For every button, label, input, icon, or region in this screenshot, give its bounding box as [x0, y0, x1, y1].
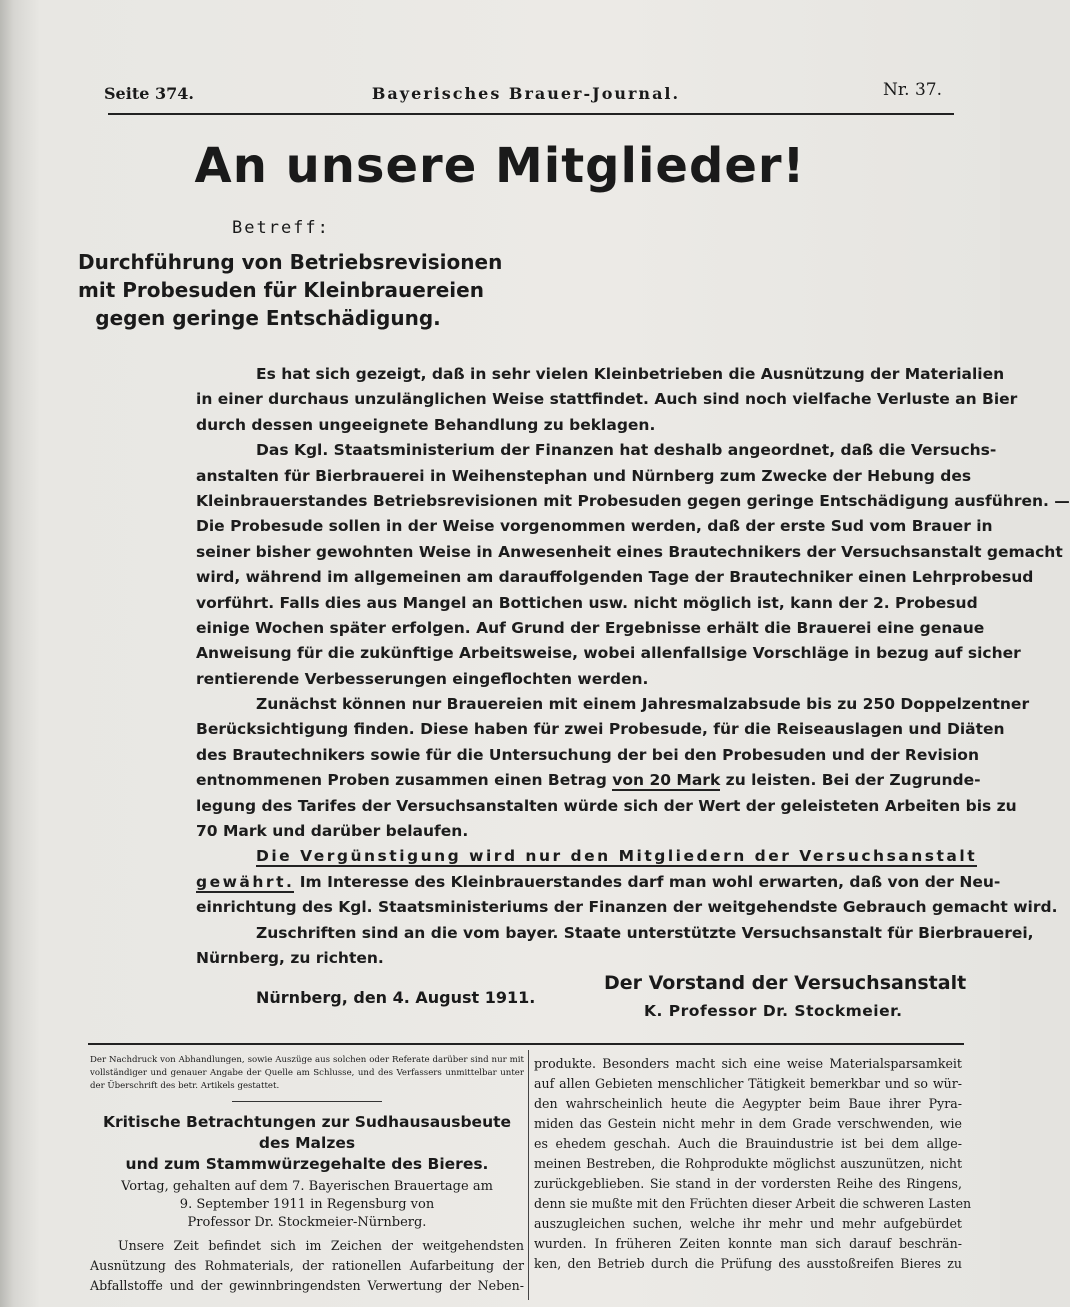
article-title — [90, 1112, 524, 1175]
body-line: einige Wochen später erfolgen. Auf Grund der Ergebnisse erhält die Brauerei eine genaue — [196, 618, 985, 637]
body-line: anstalten für Bierbrauerei in Weihenstephan und Nürnberg zum Zwecke der Hebung des — [196, 466, 972, 485]
section-rule — [88, 1043, 964, 1045]
issue-number: Nr. 37. — [883, 80, 942, 100]
body-line: einrichtung des Kgl. Staatsministeriums der Finanzen der weitgehendste Gebrauch gemacht wird. — [196, 898, 1058, 917]
body-segment: entnommenen Proben zusammen einen Betrag — [196, 771, 607, 790]
article-title-line: Kritische Betrachtungen zur Sudhausausbeute des Malzes — [102, 1113, 512, 1152]
headline: An unsere Mitglieder! — [194, 138, 806, 194]
article-subtitle-line: Vortag, gehalten auf dem 7. Bayerischen Brauertage am — [121, 1179, 493, 1194]
header-rule — [108, 113, 954, 115]
page-header — [100, 78, 952, 104]
article-subtitle-line: 9. September 1911 in Regensburg von — [179, 1197, 435, 1212]
article-line: auszugleichen suchen, welche ihr mehr und mehr aufgebürdet — [534, 1216, 962, 1231]
body-segment: Im Interesse des Kleinbrauerstandes darf man wohl erwarten, daß von der Neu- — [299, 872, 1001, 891]
article-line: auf allen Gebieten menschlicher Tätigkeit bemerkbar und so wür- — [534, 1076, 962, 1091]
body-line: Die Probesude sollen in der Weise vorgenommen werden, daß der erste Sud vom Brauer in — [196, 517, 993, 536]
column-divider — [528, 1050, 529, 1300]
body-line — [196, 768, 981, 793]
article-line: den wahrscheinlich heute die Aegypter beim Baue ihrer Pyra- — [534, 1096, 962, 1111]
place-date: Nürnberg, den 4. August 1911. — [256, 988, 536, 1007]
body-line: Berücksichtigung finden. Diese haben für zwei Probesude, für die Reiseauslagen und Diäten — [196, 720, 1005, 739]
article-line: Ausnützung des Rohmaterials, der rationellen Aufarbeitung der — [90, 1258, 524, 1273]
body-line: durch dessen ungeeignete Behandlung zu beklagen. — [196, 415, 656, 434]
body-line: Anweisung für die zukünftige Arbeitsweise, wobei allenfallsige Vorschläge in bezug auf sicher — [196, 644, 1021, 663]
article-line: produkte. Besonders macht sich eine weise Materialsparsamkeit — [534, 1056, 962, 1071]
body-line: Kleinbrauerstandes Betriebsrevisionen mit Probesuden gegen geringe Entschädigung ausführen. — — [196, 491, 1070, 510]
betreff-line: mit Probesuden für Kleinbrauereien — [78, 278, 484, 302]
body-line: Zunächst können nur Brauereien mit einem Jahresmalzabsude bis zu 250 Doppelzentner — [256, 695, 1030, 714]
article-line: denn sie mußte mit den Früchten dieser Arbeit die schweren Lasten — [534, 1196, 972, 1211]
underlined-notice: Die Vergünstigung wird nur den Mitgliedern der Versuchsanstalt — [256, 847, 978, 866]
article-line: Abfallstoffe und der gewinnbringendsten Verwertung der Neben- — [90, 1278, 524, 1293]
body-line: wird, während im allgemeinen am darauffolgenden Tage der Brautechniker einen Lehrprobesud — [196, 568, 1034, 587]
betreff-text — [78, 248, 503, 332]
article-line: miden das Gestein nicht mehr in dem Grade verschwenden, wie — [534, 1116, 962, 1131]
notice-rule — [232, 1101, 382, 1102]
right-column — [534, 1054, 972, 1274]
body-line: Zuschriften sind an die vom bayer. Staate unterstützte Versuchsanstalt für Bierbrauerei, — [256, 923, 1034, 942]
underlined-notice-end: gewährt. — [196, 872, 295, 891]
article-subtitle — [90, 1178, 524, 1232]
body-line — [196, 844, 978, 869]
article-body — [90, 1236, 524, 1296]
betreff-line: Durchführung von Betriebsrevisionen — [78, 250, 503, 274]
reprint-notice: Der Nachdruck von Abhandlungen, sowie Auszüge aus solchen oder Referate darüber sind nur mit vollständiger und genauer Angabe der Quelle am Schlusse, und des Verfassers unmittelbar unter der Überschrift des betr. Artikels gestattet. — [90, 1055, 524, 1091]
betreff-label: Betreff: — [232, 218, 330, 238]
signature-board: Der Vorstand der Versuchsanstalt — [604, 972, 967, 994]
journal-title: Bayerisches Brauer-Journal. — [371, 84, 681, 103]
body-line: Es hat sich gezeigt, daß in sehr vielen Kleinbetrieben die Ausnützung der Materialien — [256, 365, 1005, 383]
body-segment: zu leisten. Bei der Zugrunde- — [725, 771, 981, 790]
article-line: wurden. In früheren Zeiten konnte man sich darauf beschrän- — [534, 1236, 962, 1251]
page-number: Seite 374. — [104, 84, 194, 103]
article-line: zurückgeblieben. Sie stand in der vordersten Reihe des Ringens, — [534, 1176, 962, 1191]
body-line: seiner bisher gewohnten Weise in Anwesenheit eines Brautechnikers der Versuchsanstalt gemacht — [196, 542, 1063, 561]
body-line: in einer durchaus unzulänglichen Weise stattfindet. Auch sind noch vielfache Verluste an Bier — [196, 390, 1018, 409]
body-line: 70 Mark und darüber belaufen. — [196, 822, 469, 841]
announcement-body — [196, 362, 1070, 971]
body-line: rentierende Verbesserungen eingeflochten werden. — [196, 669, 649, 688]
article-title-line: und zum Stammwürzegehalte des Bieres. — [125, 1155, 489, 1173]
body-line: Nürnberg, zu richten. — [196, 948, 384, 967]
body-line: vorführt. Falls dies aus Mangel an Bottichen usw. nicht möglich ist, kann der 2. Probesud — [196, 593, 978, 612]
body-line: Das Kgl. Staatsministerium der Finanzen hat deshalb angeordnet, daß die Versuchs- — [256, 441, 997, 460]
underlined-fee: von 20 Mark — [612, 771, 721, 790]
body-line: des Brautechnikers sowie für die Untersuchung der bei den Probesuden und der Revision — [196, 745, 979, 764]
article-line: ken, den Betrieb durch die Prüfung des ausstoßreifen Bieres zu — [534, 1256, 962, 1271]
body-line — [196, 870, 1001, 895]
betreff-line: gegen geringe Entschädigung. — [95, 306, 441, 330]
article-line: Unsere Zeit befindet sich im Zeichen der weitgehendsten — [118, 1238, 524, 1253]
signature-name: K. Professor Dr. Stockmeier. — [644, 1002, 903, 1020]
article-subtitle-line: Professor Dr. Stockmeier-Nürnberg. — [187, 1215, 427, 1230]
body-line: legung des Tarifes der Versuchsanstalten würde sich der Wert der geleisteten Arbeiten bis zu — [196, 796, 1017, 815]
article-line: meinen Bestreben, die Rohprodukte möglichst auszunützen, nicht — [534, 1156, 962, 1171]
left-column — [90, 1054, 524, 1296]
article-line: es ehedem geschah. Auch die Brauindustrie ist bei dem allge- — [534, 1136, 962, 1151]
